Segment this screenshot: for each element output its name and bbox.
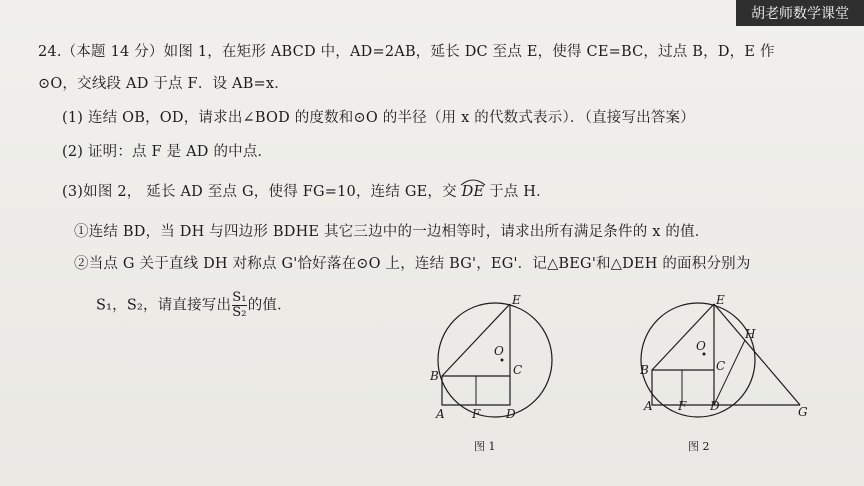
fraction-denominator: S₂ xyxy=(232,305,247,320)
fig1-center-dot xyxy=(501,359,504,362)
fig1-label-d: D xyxy=(506,407,516,421)
figure-2-caption: 图 2 xyxy=(688,440,710,453)
question-3-suffix: 于点 H． xyxy=(484,184,551,200)
question-3-prefix: (3)如图 2， 延长 AD 至点 G，使得 FG=10，连结 GE，交 xyxy=(62,184,462,200)
fig1-label-o: O xyxy=(494,344,504,358)
fig2-label-b: B xyxy=(640,363,649,377)
q3c-suffix: 的值． xyxy=(247,297,292,314)
fraction-numerator: S₁ xyxy=(232,290,247,305)
fig1-label-c: C xyxy=(513,363,523,377)
question-3-part-1: ①连结 BD，当 DH 与四边形 BDHE 其它三边中的一边相等时，请求出所有满足条件的 x 的值． xyxy=(74,224,710,240)
channel-watermark: 胡老师数学课堂 xyxy=(736,0,864,26)
question-3-part-2-cont xyxy=(96,291,292,320)
problem-line-1: 24.（本题 14 分）如图 1，在矩形 ABCD 中，AD=2AB，延长 DC 至点 E，使得 CE=BC，过点 B，D，E 作 xyxy=(38,44,775,60)
fig1-label-e: E xyxy=(512,293,521,307)
question-3-part-2: ②当点 G 关于直线 DH 对称点 G'恰好落在⊙O 上，连结 BG'，EG'．记△BEG'和△DEH 的面积分别为 xyxy=(74,256,751,272)
fig2-circle-o xyxy=(641,303,755,417)
question-3 xyxy=(62,180,551,201)
fig1-label-a: A xyxy=(436,407,445,421)
fig2-label-e: E xyxy=(716,293,725,307)
fig2-label-h: H xyxy=(745,327,756,341)
figure-1-caption: 图 1 xyxy=(474,440,496,453)
arc-mark-icon xyxy=(460,178,486,186)
fig2-label-a: A xyxy=(644,399,653,413)
arc-de-text: DE xyxy=(461,184,485,200)
arc-de-label xyxy=(462,184,485,200)
s1-over-s2-fraction xyxy=(232,291,247,320)
fig2-segment-be xyxy=(652,304,714,370)
question-1: (1) 连结 OB，OD，请求出∠BOD 的度数和⊙O 的半径（用 x 的代数式表示）．（直接写出答案） xyxy=(62,110,695,126)
fig2-label-f: F xyxy=(678,399,687,413)
q3c-prefix: S₁，S₂，请直接写出 xyxy=(96,297,232,314)
fig1-label-b: B xyxy=(430,369,439,383)
fig2-label-o: O xyxy=(696,339,706,353)
figure-1-diagram xyxy=(420,292,570,460)
fig1-segment-be xyxy=(442,304,510,376)
fig2-label-d: D xyxy=(710,399,720,413)
figure-2-diagram xyxy=(632,292,822,460)
fig1-label-f: F xyxy=(472,407,481,421)
fig2-label-c: C xyxy=(716,359,726,373)
problem-line-2: ⊙O，交线段 AD 于点 F．设 AB=x． xyxy=(38,76,289,92)
question-2: (2) 证明：点 F 是 AD 的中点． xyxy=(62,144,273,160)
fig2-segment-eg xyxy=(714,304,800,405)
fig2-label-g: G xyxy=(798,405,808,419)
